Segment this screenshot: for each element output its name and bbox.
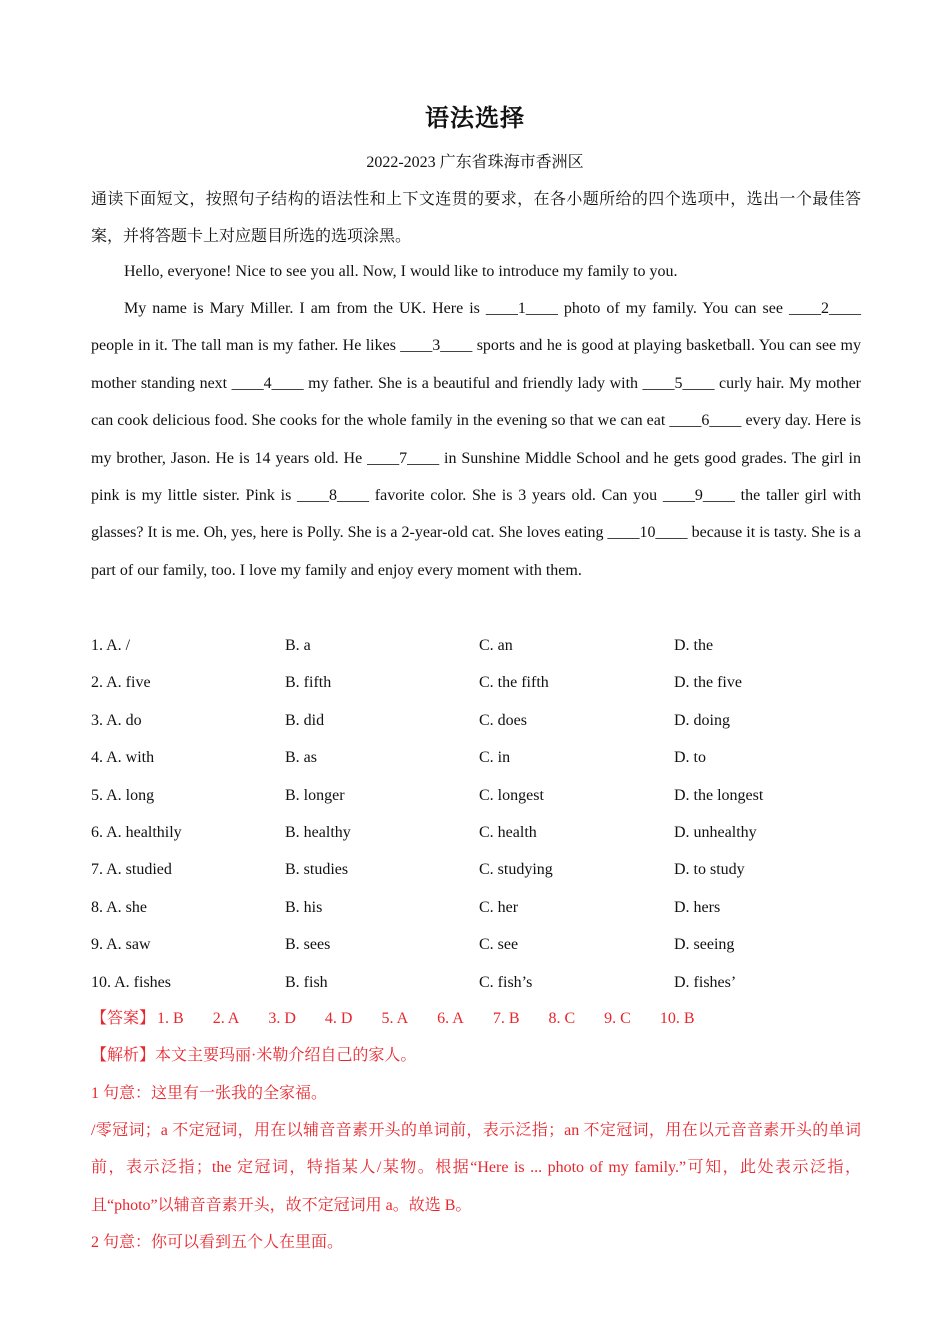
option-a: 3. A. do: [91, 711, 142, 729]
option-b: B. a: [285, 637, 311, 654]
option-a: 2. A. five: [91, 674, 151, 692]
option-b: B. as: [285, 749, 317, 767]
option-a: 7. A. studied: [91, 861, 172, 879]
answer-item: 4. D: [324, 1010, 353, 1027]
option-c: C. studying: [479, 861, 553, 879]
analysis-q2-meaning: 2 句意：你可以看到五个人在里面。: [91, 1234, 344, 1251]
options-row: [91, 814, 861, 851]
option-c: C. an: [479, 637, 513, 654]
option-c: C. see: [479, 936, 519, 954]
option-d: D. the longest: [674, 786, 764, 804]
answer-item: 1. B: [157, 1010, 184, 1027]
option-b: B. sees: [285, 936, 331, 954]
options-row: [91, 926, 861, 963]
options-row: [91, 777, 861, 814]
option-c: C. health: [479, 823, 537, 841]
options-row: [91, 964, 861, 1001]
option-b: B. healthy: [285, 823, 351, 841]
option-b: B. studies: [285, 861, 349, 879]
option-a: 10. A. fishes: [91, 973, 171, 991]
option-d: D. to study: [674, 861, 745, 879]
answer-item: 6. A: [437, 1010, 464, 1027]
option-d: D. the five: [674, 674, 742, 692]
option-b: B. fish: [285, 973, 328, 991]
options-row: [91, 627, 861, 664]
analysis-q1-explanation: /零冠词；a 不定冠词，用在以辅音音素开头的单词前，表示泛指；an 不定冠词，用在以元音音素开头的单词前，表示泛指；the 定冠词，特指某人/某物。根据“Here is ... photo of my family.”可知，此处表示泛指，且“photo”以辅音音素开头，故不定冠词用 a。故选 B。: [91, 1122, 861, 1214]
option-c: C. the fifth: [479, 674, 549, 692]
page-title: 语法选择: [425, 106, 525, 132]
option-c: C. in: [479, 749, 511, 767]
option-a: 5. A. long: [91, 786, 155, 804]
answer-label: 【答案】: [91, 1010, 156, 1027]
options-row: [91, 889, 861, 926]
option-b: B. his: [285, 898, 323, 916]
option-a: 4. A. with: [91, 749, 155, 767]
answer-item: 9. C: [604, 1010, 631, 1027]
option-d: D. unhealthy: [674, 823, 757, 841]
option-c: C. fish’s: [479, 973, 533, 991]
option-b: B. longer: [285, 786, 345, 804]
analysis-heading: 【解析】本文主要玛丽·米勒介绍自己的家人。: [91, 1047, 417, 1064]
page-subtitle: 2022-2023 广东省珠海市香洲区: [366, 154, 584, 171]
option-d: D. doing: [674, 711, 730, 729]
answer-item: 7. B: [492, 1010, 520, 1027]
options-list: [91, 627, 861, 1001]
answer-item: 8. C: [548, 1010, 576, 1027]
passage-greeting: Hello, everyone! Nice to see you all. Now, I would like to introduce my family to you.: [124, 263, 678, 280]
options-row: [91, 739, 861, 776]
option-a: 8. A. she: [91, 898, 147, 916]
analysis-q1-meaning: 1 句意：这里有一张我的全家福。: [91, 1085, 328, 1102]
passage-body: My name is Mary Miller. I am from the UK. Here is ____1____ photo of my family. You can see ____2____ people in it. The tall man is my father. He likes ____3____ sports and he is good at playing basketball. You can see my mother standing next ____4____ my father. She is a beautiful and friendly lady with ____5____ curly hair. My mother can cook delicious food. She cooks for the whole family in the evening so that we can eat ____6____ every day. Here is my brother, Jason. He is 14 years old. He ____7____ in Sunshine Middle School and he gets good grades. The girl in pink is my little sister. Pink is ____8____ favorite color. She is 3 years old. Can you ____9____ the taller girl with glasses? It is me. Oh, yes, here is Polly. She is a 2-year-old cat. She loves eating ____10____ because it is tasty. She is a part of our family, too. I love my family and enjoy every moment with them.: [91, 300, 861, 579]
option-d: D. hers: [674, 898, 721, 916]
options-row: [91, 702, 861, 739]
options-row: [91, 664, 861, 701]
option-c: C. longest: [479, 786, 544, 804]
answer-key: [91, 1000, 724, 1037]
option-a: 1. A. /: [91, 637, 131, 654]
option-c: C. her: [479, 898, 519, 916]
option-d: D. the: [674, 637, 714, 654]
option-b: B. did: [285, 711, 325, 729]
option-a: 6. A. healthily: [91, 823, 182, 841]
instructions-text: 通读下面短文，按照句子结构的语法性和上下文连贯的要求，在各小题所给的四个选项中，选出一个最佳答案，并将答题卡上对应题目所选的选项涂黑。: [91, 191, 861, 246]
option-c: C. does: [479, 711, 527, 729]
option-d: D. to: [674, 749, 706, 767]
option-d: D. seeing: [674, 936, 735, 954]
option-d: D. fishes’: [674, 973, 737, 991]
answer-item: 3. D: [268, 1010, 296, 1027]
options-row: [91, 851, 861, 888]
option-b: B. fifth: [285, 674, 332, 692]
option-a: 9. A. saw: [91, 936, 151, 954]
answer-item: 2. A: [212, 1010, 240, 1027]
answer-item: 5. A: [381, 1010, 409, 1027]
answer-item: 10. B: [659, 1010, 695, 1027]
